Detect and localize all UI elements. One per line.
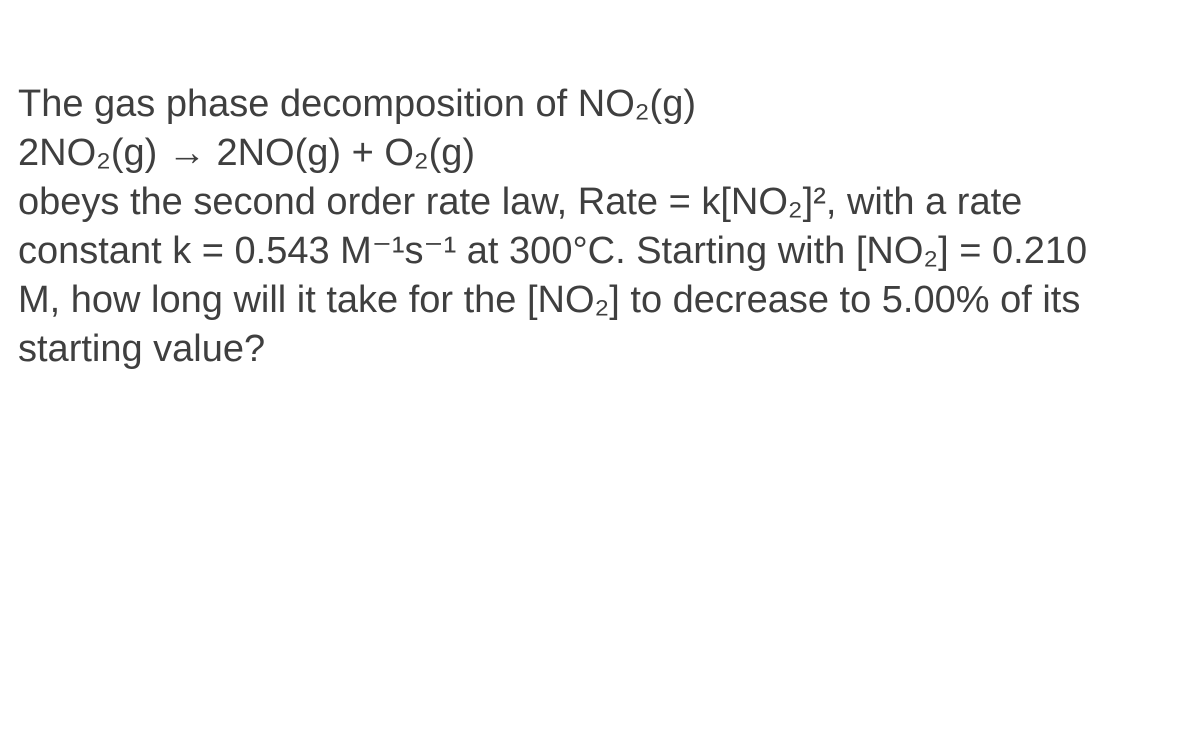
question-line-end: starting value? <box>18 328 266 370</box>
question-line-title: The gas phase decomposition of NO₂(g) <box>18 83 696 125</box>
question-line-rate-law: obeys the second order rate law, Rate = k[NO₂]², with a rate <box>18 181 1023 223</box>
question-line-ask: M, how long will it take for the [NO₂] to decrease to 5.00% of its <box>18 279 1081 321</box>
question-text <box>18 80 1188 374</box>
question-line-rate-constant: constant k = 0.543 M⁻¹s⁻¹ at 300°C. Starting with [NO₂] = 0.210 <box>18 230 1088 272</box>
reaction-equation: 2NO₂(g) → 2NO(g) + O₂(g) <box>18 132 476 174</box>
